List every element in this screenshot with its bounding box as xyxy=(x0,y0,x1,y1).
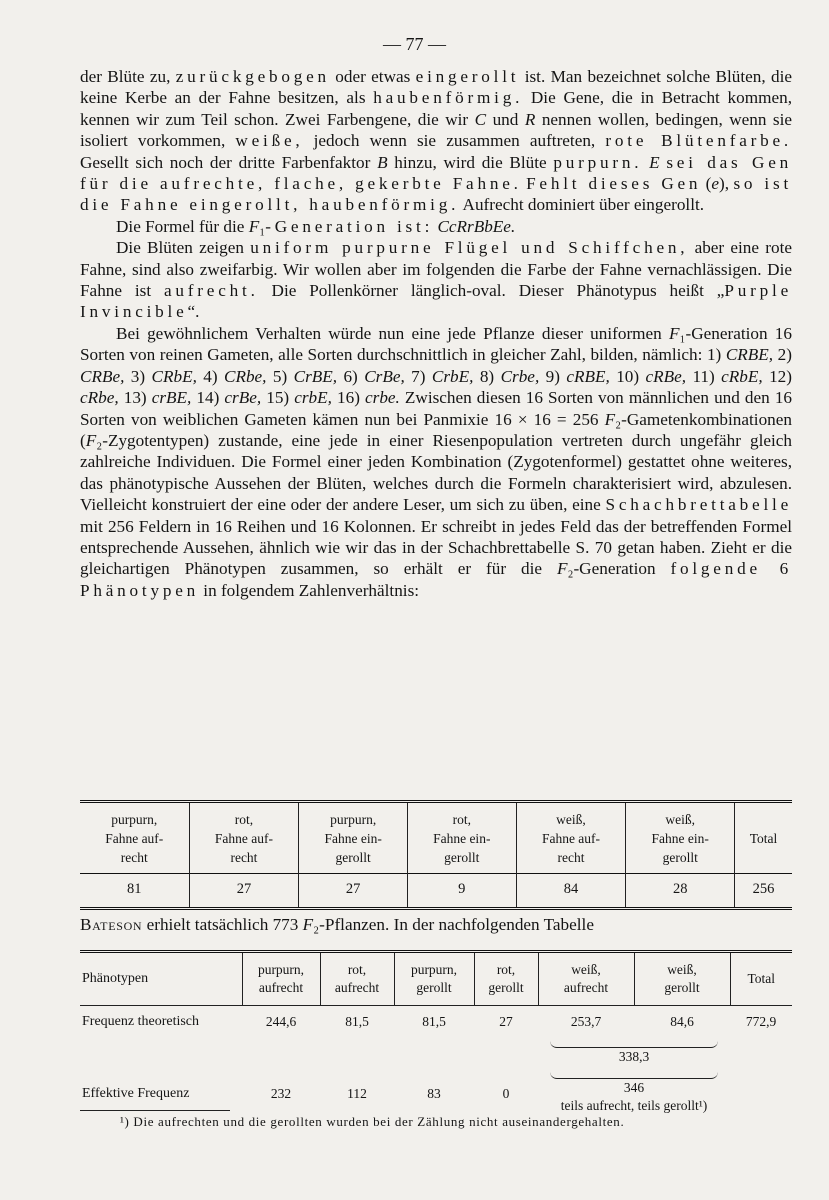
column-header xyxy=(407,803,516,874)
text-run: aber eine rote Fahne, sind also zweifarbig. Wir wollen aber im folgenden die Farbe der Fahne vernachlässigen. Die Fahne ist xyxy=(80,238,792,301)
header-line: Fahne auf- xyxy=(214,830,273,846)
text-run: CcRrBbEe. xyxy=(437,216,516,236)
table-cell: 244,6 xyxy=(265,1014,297,1029)
column-header xyxy=(516,803,626,874)
table-bottom-rule xyxy=(80,907,792,910)
table-header-row xyxy=(80,803,792,874)
column-header xyxy=(634,953,730,1006)
sum-cell xyxy=(538,1069,730,1118)
text-run: C xyxy=(474,109,487,129)
text-run: 6) xyxy=(337,366,365,386)
text-run: weiße, xyxy=(235,131,304,151)
header-line: rot, xyxy=(452,811,471,827)
text-run: 14) xyxy=(191,388,225,408)
text-run: F xyxy=(669,323,680,343)
table-cell: 0 xyxy=(502,1085,510,1101)
header-line: Total xyxy=(747,971,776,986)
text-run: sei das Gen für die aufrechte, flache, gekerbte Fahne. xyxy=(80,152,793,194)
sentence-part: erhielt tatsächlich 773 xyxy=(142,915,303,934)
header-line: rot, xyxy=(347,962,367,977)
empty-cell xyxy=(394,1038,474,1069)
text-run: Die Gene, die in Betracht kommen, kennen wir zum Teil schon. Zwei Farbengene, die wir xyxy=(80,88,792,129)
text-run: 12) xyxy=(762,366,792,386)
table-cell: 81,5 xyxy=(422,1014,446,1029)
text-run: cRbe, xyxy=(80,388,119,408)
table-cell: 84,6 xyxy=(670,1014,694,1029)
body-text xyxy=(80,66,792,601)
header-line: purpurn, xyxy=(111,811,158,827)
text-run: 8) xyxy=(473,366,501,386)
text-run: CRBe, xyxy=(80,366,125,386)
text-run: oder etwas xyxy=(329,67,416,86)
column-header xyxy=(242,953,320,1006)
text-run: crBE, xyxy=(151,388,192,408)
table-cell: 27 xyxy=(499,1014,513,1029)
text-run: Zwischen diesen 16 Sorten von männlichen und den 16 Sorten von weiblichen Gameten kämen nun bei Panmixie 16 × 16 = 256 xyxy=(80,388,793,429)
text-run: so ist die Fahne eingerollt, haubenförmig. xyxy=(80,174,793,215)
text-run: CrbE, xyxy=(431,366,474,386)
column-header xyxy=(735,803,792,874)
text-run: Bei gewöhnlichem Verhalten würde nun eine jede Pflanze dieser uniformen xyxy=(116,323,669,343)
page-number: — 77 — xyxy=(383,34,446,54)
sentence-part: F xyxy=(302,915,314,934)
text-run: F xyxy=(604,409,616,429)
text-run: F xyxy=(556,559,568,579)
header-line: gerollt xyxy=(664,980,700,995)
text-run: 5) xyxy=(266,366,294,386)
text-run: aufrecht. xyxy=(164,281,259,301)
text-run: und xyxy=(486,109,525,129)
text-run: ₂-Generation xyxy=(567,559,671,579)
text-run: 4) xyxy=(196,366,224,386)
text-run: hinzu, wird die Blüte xyxy=(387,152,554,172)
text-run: B xyxy=(377,152,388,172)
text-run: cRbE, xyxy=(721,366,763,386)
text-run: ), xyxy=(719,174,734,194)
text-run: Crbe, xyxy=(500,366,540,386)
text-run: ist. Man bezeichnet solche Blüten, die keine Kerbe an der Fahne besitzen, als xyxy=(80,67,792,108)
column-header xyxy=(538,953,634,1006)
text-run: E xyxy=(649,152,660,172)
row-label: Effektive Frequenz xyxy=(82,1085,190,1101)
text-run: cRBE, xyxy=(566,366,610,386)
table-cell: 83 xyxy=(427,1085,441,1101)
text-run: folgende 6 Phänotypen xyxy=(80,559,792,600)
sum-cell xyxy=(538,1038,730,1069)
text-run: CRBE, xyxy=(725,345,774,365)
text-run: CRbE, xyxy=(151,366,197,386)
table-cell: 81 xyxy=(80,874,189,908)
text-run: eingerollt xyxy=(415,67,520,86)
header-line: gerollt xyxy=(488,980,524,995)
footnote: ¹) Die aufrechten und die gerollten wurden bei der Zählung nicht auseinandergehalten. xyxy=(120,1114,625,1129)
empty-cell xyxy=(474,1038,538,1069)
phenotype-ratio-table xyxy=(80,800,792,910)
footnote-rule xyxy=(80,1110,230,1111)
table-cell: 28 xyxy=(626,874,735,908)
text-run: Schachbrettabelle xyxy=(605,495,792,515)
empty-cell xyxy=(730,1069,792,1118)
text-run: 7) xyxy=(404,366,432,386)
header-line: weiß, xyxy=(571,962,601,977)
paragraph xyxy=(80,66,792,216)
text-run: Die Formel für die xyxy=(116,216,249,236)
header-line: Fahne auf- xyxy=(105,830,164,846)
text-run: mit 256 Feldern in 16 Reihen und 16 Kolonnen. Er schreibt in jedes Feld das der betreffenden Formel entsprechende Aussehen, ähnlich wie wir das in der Schachbrettabelle S. 70 getan haben. Zieht er die gleichartigen Phänotypen zusammen, so erhält er für die xyxy=(80,516,792,579)
table-value-row xyxy=(80,874,792,908)
paragraph xyxy=(80,237,792,323)
table-row-theoretical xyxy=(80,1006,792,1039)
author-name: Bateson xyxy=(80,915,143,934)
text-run: -Generation ist: xyxy=(265,216,434,236)
text-run: Purple Invincible xyxy=(80,281,792,322)
text-run: Die Pollenkörner länglich-oval. Dieser Phänotypus heißt „ xyxy=(258,281,725,301)
text-run: crBe, xyxy=(224,388,262,408)
text-run: F xyxy=(85,430,97,450)
text-run: jedoch wenn sie zusammen auftreten, xyxy=(303,131,606,151)
text-run: 3) xyxy=(124,366,152,386)
text-run: crbe. xyxy=(365,388,400,408)
text-run: 2) xyxy=(773,345,792,365)
text-run: ₁-Generation 16 Sorten von reinen Gameten, alle Sorten durchschnittlich in gleicher Zahl, bilden, nämlich: 1) xyxy=(80,323,792,365)
empty-cell xyxy=(242,1038,320,1069)
table-cell: 232 xyxy=(270,1085,292,1101)
table-cell: 27 xyxy=(299,874,408,908)
sum-value: 346 xyxy=(623,1080,645,1095)
text-run: e xyxy=(711,174,720,194)
table-header-row xyxy=(80,953,792,1006)
text-run: cRBe, xyxy=(645,366,687,386)
text-run: Fehlt dieses Gen xyxy=(526,174,702,194)
text-run: Aufrecht dominiert über eingerollt. xyxy=(459,195,705,215)
column-header xyxy=(626,803,735,874)
text-run: 16) xyxy=(331,388,365,408)
header-line: aufrecht xyxy=(334,980,380,995)
header-line: Fahne ein- xyxy=(433,830,491,846)
text-run: in folgendem Zahlenverhältnis: xyxy=(199,580,420,600)
table-cell: 256 xyxy=(735,874,792,908)
row-label: Frequenz theoretisch xyxy=(82,1014,200,1029)
header-line: rot, xyxy=(496,962,516,977)
table-row-sum xyxy=(80,1038,792,1069)
sum-note: teils aufrecht, teils gerollt¹) xyxy=(560,1098,708,1113)
text-run: R xyxy=(524,109,536,129)
text-run: uniform purpurne Flügel und Schiffchen, xyxy=(250,238,689,258)
text-run: 10) xyxy=(609,366,646,386)
paragraph xyxy=(80,323,792,601)
header-line: Fahne ein- xyxy=(324,830,382,846)
header-line: weiß, xyxy=(556,811,586,827)
corner-label: Phänotypen xyxy=(80,953,242,1006)
header-line: weiß, xyxy=(665,811,696,827)
header-line: purpurn, xyxy=(410,962,458,977)
header-line: Fahne auf- xyxy=(541,830,601,846)
text-run: nennen wollen, bedingen, wenn sie isoliert vorkommen, xyxy=(80,109,793,151)
header-line: gerollt xyxy=(444,849,480,865)
text-run: ₂-Zygotentypen) zustande, eine jede in einer Riesenpopulation vertreten durch ungefähr gleich zahlreiche Individuen. Die Formel einer jeden Kombination (Zygotenformel) gestattet ohne weiteres, das phänotypische Aussehen der Blüten, welches durch die Formeln charakterisiert wird, abzulesen. Vielleicht konstruiert der eine oder der andere Leser, um sich zu üben, eine xyxy=(80,430,792,515)
text-run: 11) xyxy=(686,366,722,386)
text-run: ₁ xyxy=(259,216,266,236)
header-line: recht xyxy=(557,849,585,865)
text-run: zurückgebogen xyxy=(175,67,330,86)
column-header xyxy=(474,953,538,1006)
text-run: 9) xyxy=(539,366,567,386)
header-line: purpurn, xyxy=(330,811,377,827)
header-line: gerollt xyxy=(416,980,452,995)
column-header xyxy=(80,803,189,874)
header-line: Total xyxy=(749,830,778,846)
text-run: ( xyxy=(701,174,712,194)
sum-value: 338,3 xyxy=(618,1049,650,1064)
table-cell: 27 xyxy=(189,874,299,908)
column-header xyxy=(320,953,394,1006)
header-line: aufrecht xyxy=(258,980,304,995)
table-cell: 84 xyxy=(516,874,626,908)
header-line: recht xyxy=(230,849,258,865)
column-header xyxy=(299,803,408,874)
text-run: purpurn. xyxy=(553,152,643,172)
header-line: purpurn, xyxy=(257,962,305,977)
text-run: CrBe, xyxy=(364,366,405,386)
header-line: recht xyxy=(120,849,148,865)
empty-cell xyxy=(730,1038,792,1069)
column-header xyxy=(394,953,474,1006)
header-line: gerollt xyxy=(335,849,371,865)
paragraph xyxy=(80,216,792,237)
header-line: Fahne ein- xyxy=(651,830,709,846)
column-header xyxy=(189,803,299,874)
empty-cell xyxy=(320,1038,394,1069)
text-run: 13) xyxy=(118,388,152,408)
header-line: aufrecht xyxy=(563,980,609,995)
header-line: weiß, xyxy=(667,962,697,977)
table-cell: 9 xyxy=(407,874,516,908)
empty-cell xyxy=(80,1038,242,1069)
text-run: CrBE, xyxy=(293,366,338,386)
bateson-sentence xyxy=(80,914,792,936)
table-cell: 81,5 xyxy=(345,1014,369,1029)
text-run: rote Blütenfarbe. xyxy=(605,131,793,151)
header-line: rot, xyxy=(234,811,254,827)
brace-line xyxy=(550,1041,718,1048)
text-run: 15) xyxy=(261,388,295,408)
text-run: Gesellt sich noch der dritte Farbenfaktor xyxy=(80,152,378,172)
table-cell: 772,9 xyxy=(745,1014,777,1029)
text-run: der Blüte zu, xyxy=(80,67,176,86)
text-run: Die Blüten zeigen xyxy=(116,238,251,258)
text-run: ₂-Gametenkombinationen ( xyxy=(80,409,792,450)
brace-line xyxy=(550,1072,718,1079)
sentence-part: ₂-Pflanzen. In der nachfolgenden Tabelle xyxy=(313,915,594,934)
text-run: “. xyxy=(187,302,200,322)
table-cell: 253,7 xyxy=(570,1014,602,1029)
text-run: F xyxy=(248,216,260,236)
column-header xyxy=(730,953,792,1006)
table-cell: 112 xyxy=(347,1085,367,1101)
text-run: crbE, xyxy=(294,388,332,408)
text-run: haubenförmig. xyxy=(373,88,524,108)
header-line: gerollt xyxy=(662,849,698,865)
text-run: CRbe, xyxy=(224,366,267,386)
frequency-table xyxy=(80,950,792,1118)
